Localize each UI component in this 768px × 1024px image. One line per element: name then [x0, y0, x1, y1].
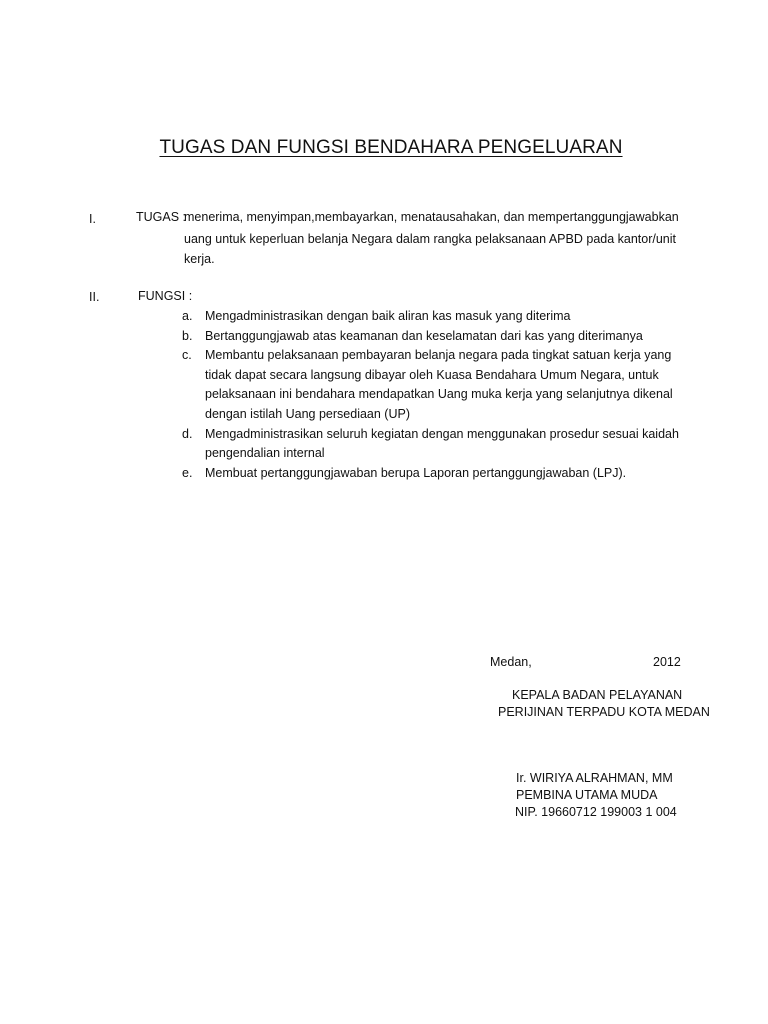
item-b-line-1: Bertanggungjawab atas keamanan dan keselamatan dari kas yang diterimanya [205, 329, 643, 343]
item-c-line-3: pelaksanaan ini bendahara mendapatkan Uang muka kerja yang selanjutnya dikenal [205, 387, 673, 401]
item-c-letter: c. [182, 348, 192, 362]
item-d-letter: d. [182, 427, 193, 441]
section-1-line-1: menerima, menyimpan,membayarkan, menatausahakan, dan mempertanggungjawabkan [184, 210, 679, 224]
section-1-label: TUGAS : [136, 210, 187, 224]
item-d-line-2: pengendalian internal [205, 446, 325, 460]
signatory-name: Ir. WIRIYA ALRAHMAN, MM [516, 771, 673, 785]
item-c-line-2: tidak dapat secara langsung dibayar oleh Kuasa Bendahara Umum Negara, untuk [205, 368, 659, 382]
signature-year: 2012 [653, 655, 681, 669]
signature-place: Medan, [490, 655, 532, 669]
section-1-line-2: uang untuk keperluan belanja Negara dalam rangka pelaksanaan APBD pada kantor/unit [184, 232, 677, 246]
item-c-line-1: Membantu pelaksanaan pembayaran belanja negara pada tingkat satuan kerja yang [205, 348, 672, 362]
section-1-number: I. [89, 212, 96, 226]
signatory-nip: NIP. 19660712 199003 1 004 [515, 805, 677, 819]
section-2-label: FUNGSI : [138, 289, 193, 303]
item-d-line-1: Mengadministrasikan seluruh kegiatan dengan menggunakan prosedur sesuai kaidah [205, 427, 679, 441]
item-e-letter: e. [182, 466, 193, 480]
item-b-letter: b. [182, 329, 193, 343]
item-e-line-1: Membuat pertanggungjawaban berupa Laporan pertanggungjawaban (LPJ). [205, 466, 627, 480]
item-a-line-1: Mengadministrasikan dengan baik aliran kas masuk yang diterima [205, 309, 571, 323]
document-title: TUGAS DAN FUNGSI BENDAHARA PENGELUARAN [159, 137, 623, 158]
signature-office-line-1: KEPALA BADAN PELAYANAN [512, 688, 683, 702]
item-a-letter: a. [182, 309, 193, 323]
item-c-line-4: dengan istilah Uang persediaan (UP) [205, 407, 410, 421]
section-1-line-3: kerja. [184, 252, 215, 266]
signatory-rank: PEMBINA UTAMA MUDA [516, 788, 658, 802]
section-2-number: II. [89, 290, 100, 304]
signature-office-line-2: PERIJINAN TERPADU KOTA MEDAN [498, 705, 710, 719]
